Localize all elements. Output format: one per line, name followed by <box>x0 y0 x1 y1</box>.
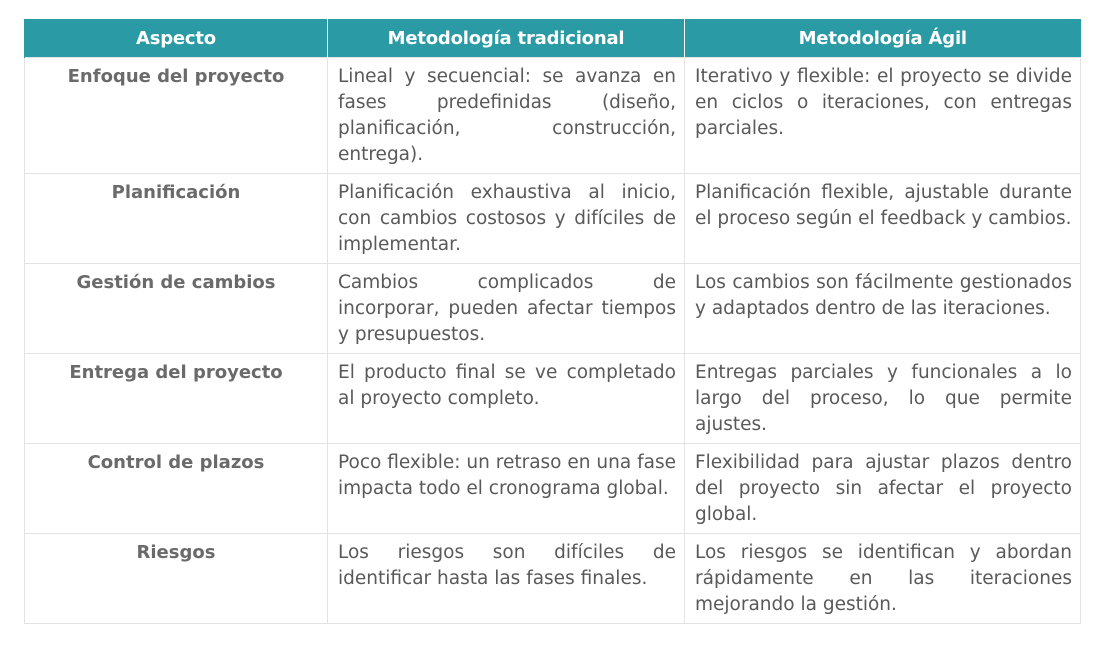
header-aspect: Aspecto <box>25 19 328 58</box>
row-traditional: Los riesgos son difíciles de identificar hasta las fases finales. <box>328 534 685 624</box>
row-agile: Planificación flexible, ajustable durante el proceso según el feedback y cambios. <box>685 174 1081 264</box>
table-row <box>25 444 1081 534</box>
row-traditional: El producto final se ve completado al proyecto completo. <box>328 354 685 444</box>
row-aspect: Control de plazos <box>25 444 328 534</box>
table-row <box>25 534 1081 624</box>
methodology-comparison-table <box>24 19 1081 624</box>
table-header-row <box>25 19 1081 58</box>
row-agile: Flexibilidad para ajustar plazos dentro del proyecto sin afectar el proyecto global. <box>685 444 1081 534</box>
table-row <box>25 264 1081 354</box>
row-aspect: Planificación <box>25 174 328 264</box>
row-aspect: Riesgos <box>25 534 328 624</box>
table-row <box>25 58 1081 174</box>
header-agile: Metodología Ágil <box>685 19 1081 58</box>
row-traditional: Cambios complicados de incorporar, pueden afectar tiempos y presupuestos. <box>328 264 685 354</box>
row-traditional: Poco flexible: un retraso en una fase impacta todo el cronograma global. <box>328 444 685 534</box>
table-row <box>25 354 1081 444</box>
row-aspect: Entrega del proyecto <box>25 354 328 444</box>
row-agile: Los riesgos se identifican y abordan rápidamente en las iteraciones mejorando la gestión. <box>685 534 1081 624</box>
row-agile: Entregas parciales y funcionales a lo largo del proceso, lo que permite ajustes. <box>685 354 1081 444</box>
row-aspect: Gestión de cambios <box>25 264 328 354</box>
row-traditional: Planificación exhaustiva al inicio, con cambios costosos y difíciles de implementar. <box>328 174 685 264</box>
row-agile: Iterativo y flexible: el proyecto se divide en ciclos o iteraciones, con entregas parciales. <box>685 58 1081 174</box>
row-traditional: Lineal y secuencial: se avanza en fases predefinidas (diseño, planificación, construcción, entrega). <box>328 58 685 174</box>
row-agile: Los cambios son fácilmente gestionados y adaptados dentro de las iteraciones. <box>685 264 1081 354</box>
comparison-table-container <box>24 19 1080 624</box>
table-row <box>25 174 1081 264</box>
header-traditional: Metodología tradicional <box>328 19 685 58</box>
row-aspect: Enfoque del proyecto <box>25 58 328 174</box>
